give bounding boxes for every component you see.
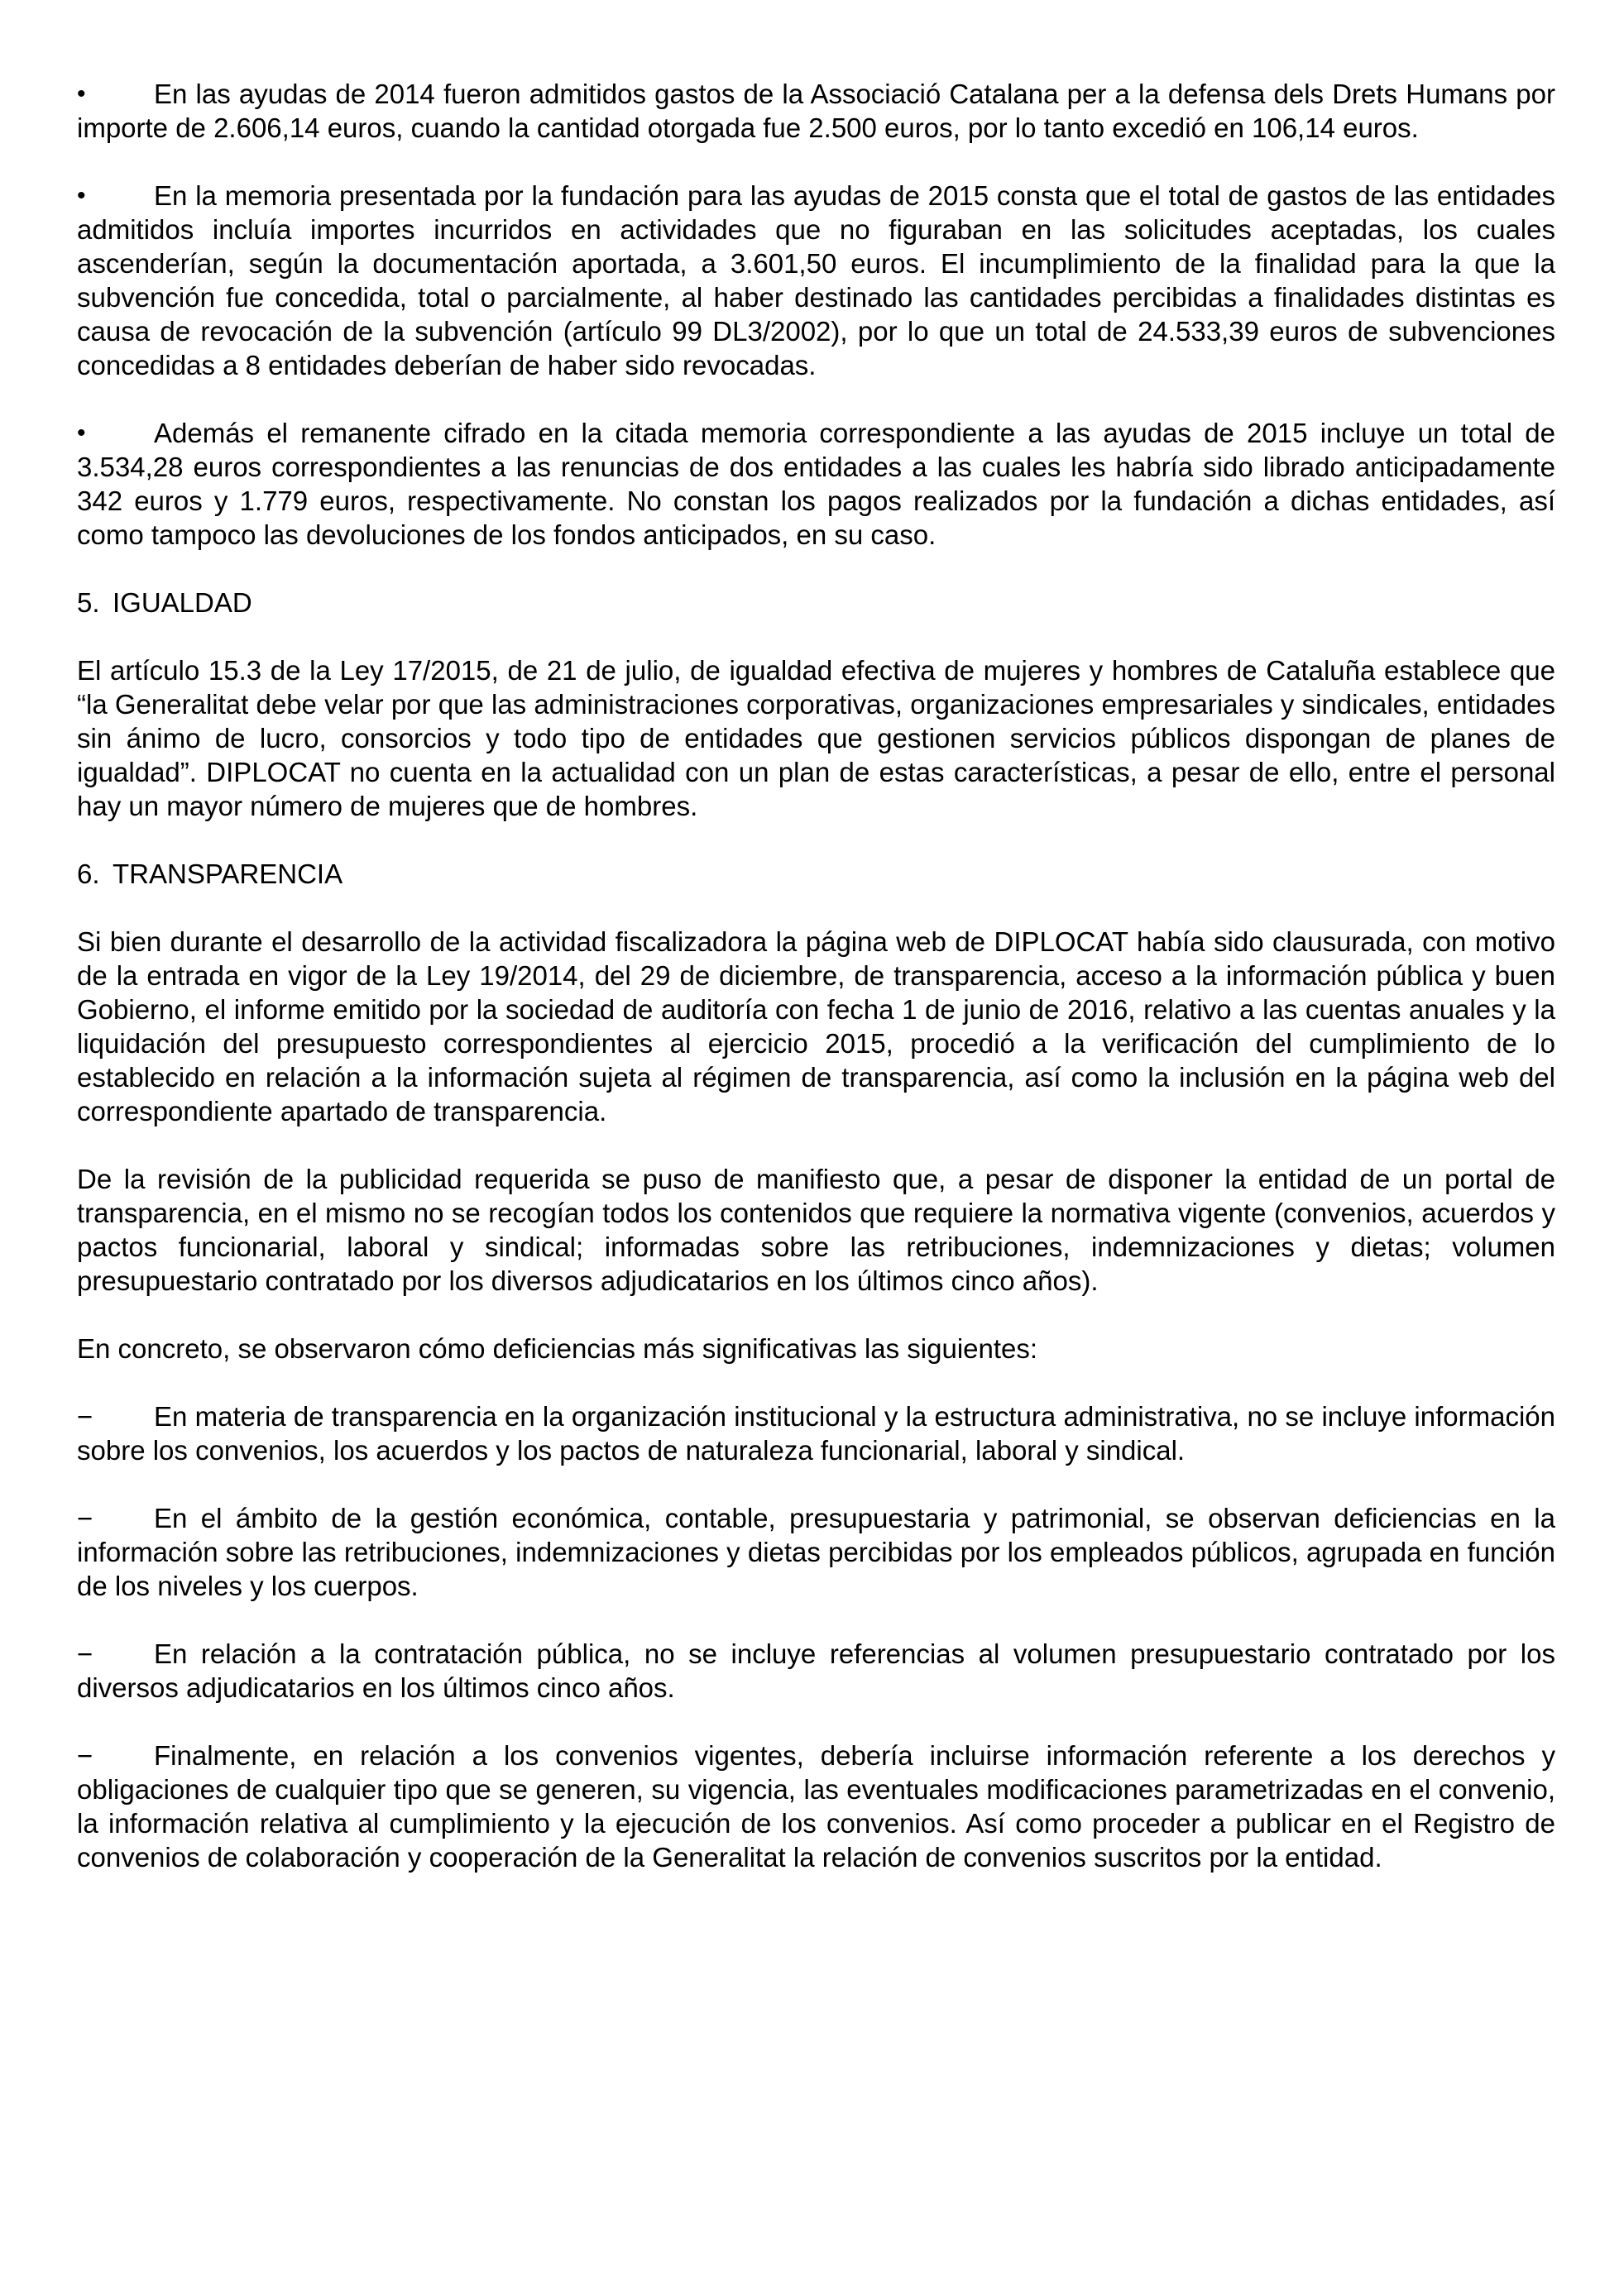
bullet-text: En las ayudas de 2014 fueron admitidos gastos de la Associació Catalana per a la defensa dels Drets Humans por importe de 2.606,14 euros, cuando la cantidad otorgada fue 2.500 euros, por lo tanto excedió en 106,14 euros.	[77, 79, 1555, 143]
dash-marker: −	[77, 1401, 93, 1432]
transparencia-paragraph: En concreto, se observaron cómo deficiencias más significativas las siguientes:	[77, 1333, 1038, 1364]
bullet-text: En la memoria presentada por la fundación para las ayudas de 2015 consta que el total de gastos de las entidades admitidos incluía importes incurridos en actividades que no figuraban en las solicitudes aceptadas, los cuales ascenderían, según la documentación aportada, a 3.601,50 euros. El incumplimiento de la finalidad para la que la subvención fue concedida, total o parcialmente, al haber destinado las cantidades percibidas a finalidades distintas es causa de revocación de la subvención (artículo 99 DL3/2002), por lo que un total de 24.533,39 euros de subvenciones concedidas a 8 entidades deberían de haber sido revocadas.	[77, 180, 1555, 380]
section-number: 6.	[77, 859, 100, 889]
bullet-marker: •	[77, 419, 86, 447]
deficiencia-item	[77, 1739, 1555, 1874]
section-heading-igualdad	[77, 586, 1555, 619]
dash-marker: −	[77, 1638, 93, 1669]
document-page	[77, 77, 1555, 1874]
dash-marker: −	[77, 1503, 93, 1533]
deficiencia-item	[77, 1399, 1555, 1467]
deficiencia-text: Finalmente, en relación a los convenios vigentes, debería incluirse información referente a los derechos y obligaciones de cualquier tipo que se generen, su vigencia, las eventuales modificaciones parametrizadas en el convenio, la información relativa al cumplimiento y la ejecución de los convenios. Así como proceder a publicar en el Registro de convenios de colaboración y cooperación de la Generalitat la relación de convenios suscritos por la entidad.	[77, 1740, 1555, 1873]
section-title: IGUALDAD	[113, 587, 252, 618]
igualdad-paragraph: El artículo 15.3 de la Ley 17/2015, de 21 de julio, de igualdad efectiva de mujeres y hombres de Cataluña establece que “la Generalitat debe velar por que las administraciones corporativas, organizaciones empresariales y sindicales, entidades sin ánimo de lucro, consorcios y todo tipo de entidades que gestionen servicios públicos dispongan de planes de igualdad”. DIPLOCAT no cuenta en la actualidad con un plan de estas características, a pesar de ello, entre el personal hay un mayor número de mujeres que de hombres.	[77, 655, 1555, 821]
bullet-paragraph	[77, 179, 1555, 382]
bullet-paragraph	[77, 416, 1555, 552]
bullet-marker: •	[77, 80, 86, 108]
bullet-text: Además el remanente cifrado en la citada memoria correspondiente a las ayudas de 2015 incluye un total de 3.534,28 euros correspondientes a las renuncias de dos entidades a las cuales les habría sido librado anticipadamente 342 euros y 1.779 euros, respectivamente. No constan los pagos realizados por la fundación a dichas entidades, así como tampoco las devoluciones de los fondos anticipados, en su caso.	[77, 418, 1555, 550]
bullet-marker: •	[77, 182, 86, 209]
deficiencia-text: En el ámbito de la gestión económica, contable, presupuestaria y patrimonial, se observan deficiencias en la información sobre las retribuciones, indemnizaciones y dietas percibidas por los empleados públicos, agrupada en función de los niveles y los cuerpos.	[77, 1503, 1555, 1601]
dash-marker: −	[77, 1740, 93, 1771]
bullet-paragraph	[77, 77, 1555, 145]
section-title: TRANSPARENCIA	[113, 859, 343, 889]
deficiencia-item	[77, 1637, 1555, 1705]
section-heading-transparencia	[77, 857, 1555, 891]
deficiencia-item	[77, 1501, 1555, 1603]
deficiencia-text: En relación a la contratación pública, no se incluye referencias al volumen presupuestario contratado por los diversos adjudicatarios en los últimos cinco años.	[77, 1638, 1555, 1703]
transparencia-paragraph: De la revisión de la publicidad requerida se puso de manifiesto que, a pesar de disponer la entidad de un portal de transparencia, en el mismo no se recogían todos los contenidos que requiere la normativa vigente (convenios, acuerdos y pactos funcionarial, laboral y sindical; informadas sobre las retribuciones, indemnizaciones y dietas; volumen presupuestario contratado por los diversos adjudicatarios en los últimos cinco años).	[77, 1164, 1555, 1296]
deficiencia-text: En materia de transparencia en la organización institucional y la estructura administrativa, no se incluye información sobre los convenios, los acuerdos y los pactos de naturaleza funcionarial, laboral y sindical.	[77, 1401, 1555, 1466]
transparencia-paragraph: Si bien durante el desarrollo de la actividad fiscalizadora la página web de DIPLOCAT había sido clausurada, con motivo de la entrada en vigor de la Ley 19/2014, del 29 de diciembre, de transparencia, acceso a la información pública y buen Gobierno, el informe emitido por la sociedad de auditoría con fecha 1 de junio de 2016, relativo a las cuentas anuales y la liquidación del presupuesto correspondientes al ejercicio 2015, procedió a la verificación del cumplimiento de lo establecido en relación a la información sujeta al régimen de transparencia, así como la inclusión en la página web del correspondiente apartado de transparencia.	[77, 926, 1555, 1126]
section-number: 5.	[77, 587, 100, 618]
